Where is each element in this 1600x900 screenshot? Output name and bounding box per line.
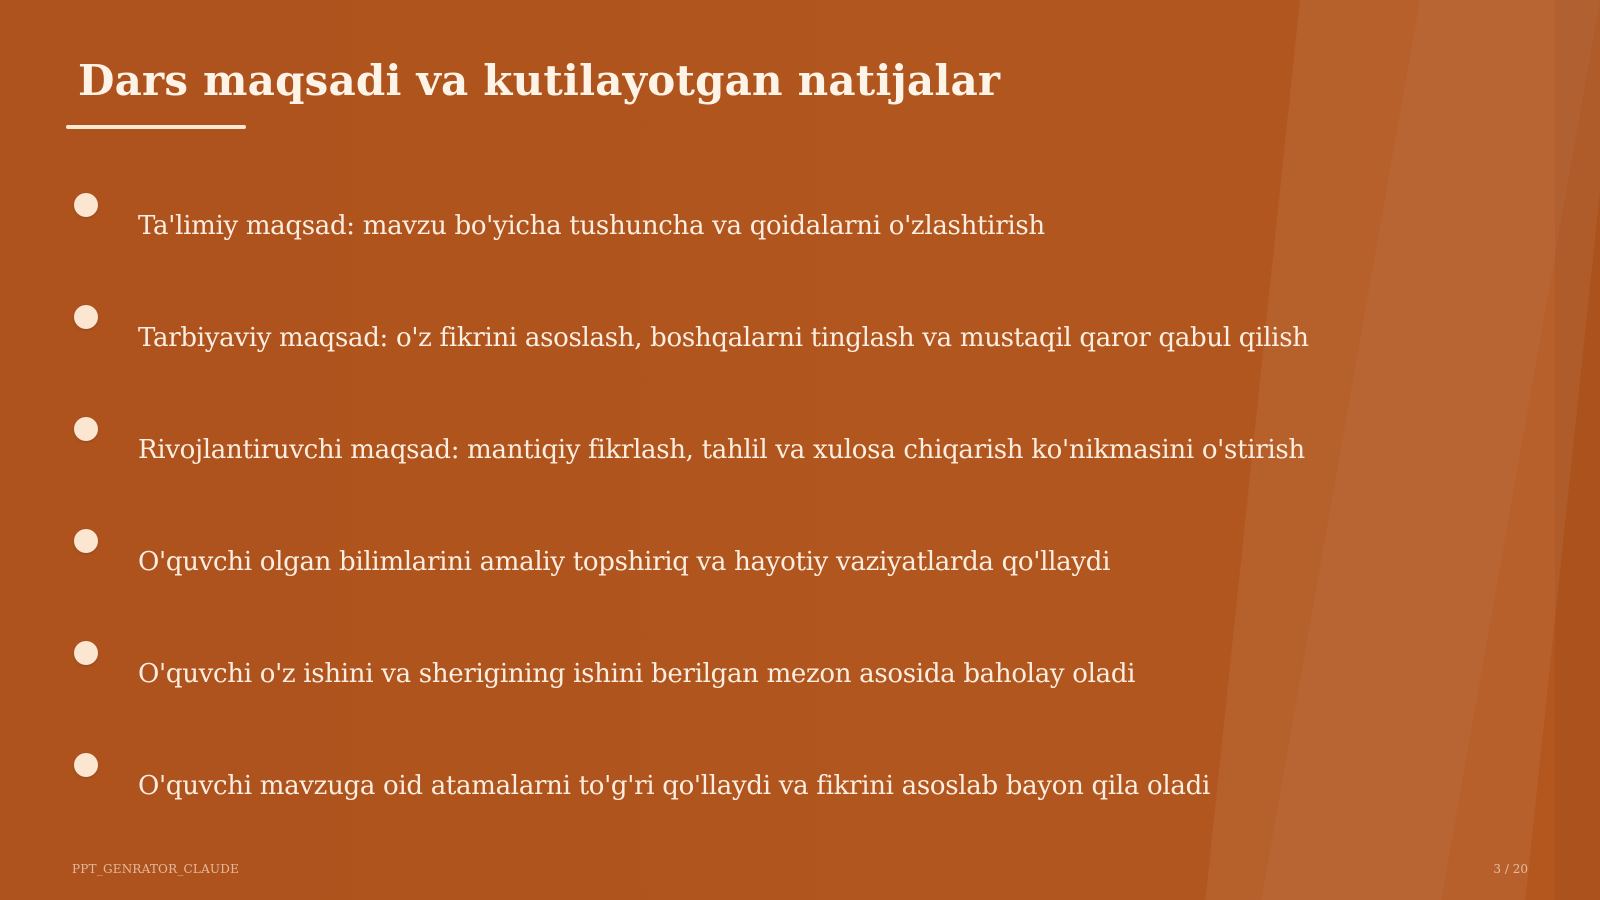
page-number: 3 / 20: [1493, 862, 1528, 876]
objective-text: Rivojlantiruvchi maqsad: mantiqiy fikrlash, tahlil va xulosa chiqarish ko'nikmasini o'stirish: [138, 435, 1305, 465]
list-item: [0, 641, 1600, 721]
footer-brand: PPT_GENRATOR_CLAUDE: [72, 862, 240, 876]
circle-bullet-icon: [74, 529, 98, 553]
circle-bullet-icon: [74, 753, 98, 777]
objective-text: O'quvchi olgan bilimlarini amaliy topshiriq va hayotiy vaziyatlarda qo'llaydi: [138, 547, 1111, 577]
list-item: [0, 417, 1600, 497]
circle-bullet-icon: [74, 417, 98, 441]
circle-bullet-icon: [74, 305, 98, 329]
objective-text: Tarbiyaviy maqsad: o'z fikrini asoslash, boshqalarni tinglash va mustaqil qaror qabul qilish: [138, 323, 1309, 353]
objective-text: Ta'limiy maqsad: mavzu bo'yicha tushuncha va qoidalarni o'zlashtirish: [138, 211, 1045, 241]
circle-bullet-icon: [74, 641, 98, 665]
list-item: [0, 193, 1600, 273]
list-item: [0, 753, 1600, 833]
list-item: [0, 305, 1600, 385]
list-item: [0, 529, 1600, 609]
circle-bullet-icon: [74, 193, 98, 217]
objective-text: O'quvchi mavzuga oid atamalarni to'g'ri qo'llaydi va fikrini asoslab bayon qila oladi: [138, 771, 1210, 801]
objective-text: O'quvchi o'z ishini va sherigining ishini berilgan mezon asosida baholay oladi: [138, 659, 1136, 689]
slide-title: Dars maqsadi va kutilayotgan natijalar: [78, 56, 1001, 105]
